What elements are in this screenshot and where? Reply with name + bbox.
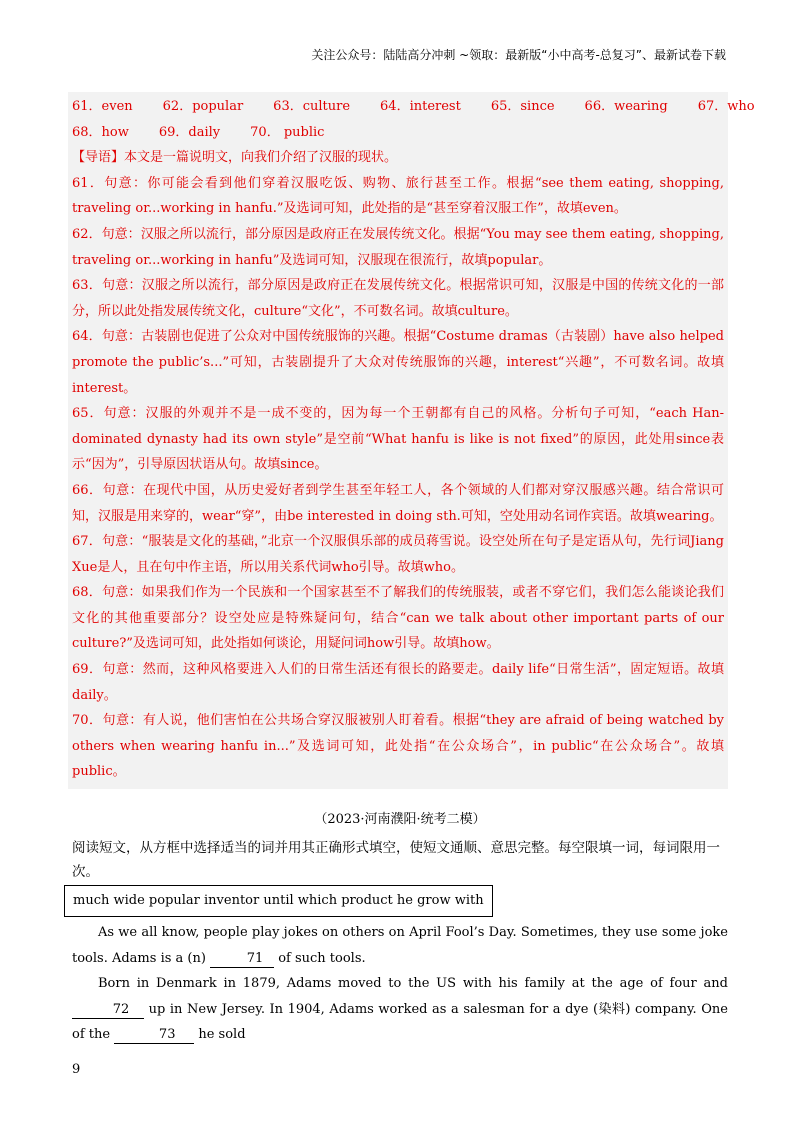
answer-65: 65．since (490, 99, 555, 114)
explanation-64: 64．句意：古装剧也促进了公众对中国传统服饰的兴趣。根据“Costume dramas（古装剧）have also helped promote the public’s...”可知，古装剧提升了大众对传统服饰的兴趣，interest“兴趣”，不可数名词。故填interest。 (72, 329, 724, 396)
word-bank-box: much wide popular inventor until which product he grow with (64, 885, 493, 917)
explanation-67: 67．句意：“服装是文化的基础，”北京一个汉服俱乐部的成员蒋雪说。设空处所在句子是定语从句，先行词Jiang Xue是人，且在句中作主语，所以用关系代词who引导。故填who。 (72, 534, 724, 575)
page-number: 9 (72, 1062, 81, 1077)
passage-paragraph-2: Born in Denmark in 1879, Adams moved to the US with his family at the age of four and 72 up in New Jersey. In 1904, Adams worked as a salesman for a dye (染料) company. One of the 73 he sold (72, 976, 728, 1042)
lead-in-note: 【导语】本文是一篇说明文，向我们介绍了汉服的现状。 (72, 150, 398, 166)
answers-row-2 (72, 120, 724, 146)
blank-72: 72 (72, 1002, 144, 1019)
explanation-63: 63．句意：汉服之所以流行，部分原因是政府正在发展传统文化。根据常识可知，汉服是中国的传统文化的一部分，所以此处指发展传统文化，culture“文化”，不可数名词。故填culture。 (72, 278, 724, 319)
answer-63: 63．culture (273, 99, 351, 114)
exam-source: （2023·河南濮阳·统考二模） (314, 812, 486, 827)
explanation-65: 65．句意：汉服的外观并不是一成不变的，因为每一个王朝都有自己的风格。分析句子可知，“each Han-dominated dynasty had its own style”是空前“What hanfu is like is not fixed”的原因，此处用since表示“因为”，引导原因状语从句。故填since。 (72, 406, 724, 473)
explanation-61: 61．句意：你可能会看到他们穿着汉服吃饭、购物、旅行甚至工作。根据“see them eating, shopping, traveling or...working in hanfu.”及选词可知，此处指的是“甚至穿着汉服工作”，故填even。 (72, 175, 724, 217)
page-header: 关注公众号：陆陆高分冲刺 ~领取：最新版“小中高考-总复习”、最新试卷下载 (311, 48, 726, 62)
blank-71: 71 (210, 951, 274, 968)
answer-64: 64．interest (380, 99, 461, 114)
answer-70: 70． public (250, 124, 325, 140)
explanation-70: 70．句意：有人说，他们害怕在公共场合穿汉服被别人盯着看。根据“they are afraid of being watched by others when wearing hanfu in...”及选词可知，此处指“在公众场合”，in public“在公众场合”。故填public。 (72, 713, 724, 780)
passage-paragraph-1: As we all know, people play jokes on others on April Fool’s Day. Sometimes, they use some joke tools. Adams is a (n) 71 of such tools. (72, 925, 728, 966)
explanation-62: 62．句意：汉服之所以流行，部分原因是政府正在发展传统文化。根据“You may see them eating, shopping, traveling or...working in hanfu”及选词可知，汉服现在很流行，故填popular。 (72, 226, 724, 268)
explanation-68: 68．句意：如果我们作为一个民族和一个国家甚至不了解我们的传统服装，或者不穿它们，我们怎么能谈论我们文化的其他重要部分？设空处应是特殊疑问句，结合“can we talk about other important parts of our culture?”及选词可知，此处指如何谈论，用疑问词how引导。故填how。 (72, 585, 724, 652)
answer-66: 66．wearing (584, 99, 668, 114)
answer-69: 69．daily (158, 124, 221, 140)
explanation-69: 69．句意：然而，这种风格要进入人们的日常生活还有很长的路要走。daily life“日常生活”，固定短语。故填daily。 (72, 662, 724, 703)
answer-62: 62．popular (162, 99, 244, 114)
blank-73: 73 (114, 1027, 194, 1044)
answer-68: 68．how (72, 124, 129, 140)
answer-67: 67．who (697, 99, 755, 114)
explanation-66: 66．句意：在现代中国，从历史爱好者到学生甚至年轻工人，各个领域的人们都对穿汉服感兴趣。结合常识可知，汉服是用来穿的，wear“穿”，由be interested in doing sth.可知，空处用动名词作宾语。故填wearing。 (72, 482, 724, 524)
answers-row-1 (72, 94, 755, 120)
answer-key-box (68, 92, 755, 789)
instructions: 阅读短文，从方框中选择适当的词并用其正确形式填空，使短文通顺、意思完整。每空限填一词，每词限用一次。 (72, 840, 720, 880)
answer-61: 61．even (72, 99, 133, 114)
reading-passage (72, 920, 728, 1048)
